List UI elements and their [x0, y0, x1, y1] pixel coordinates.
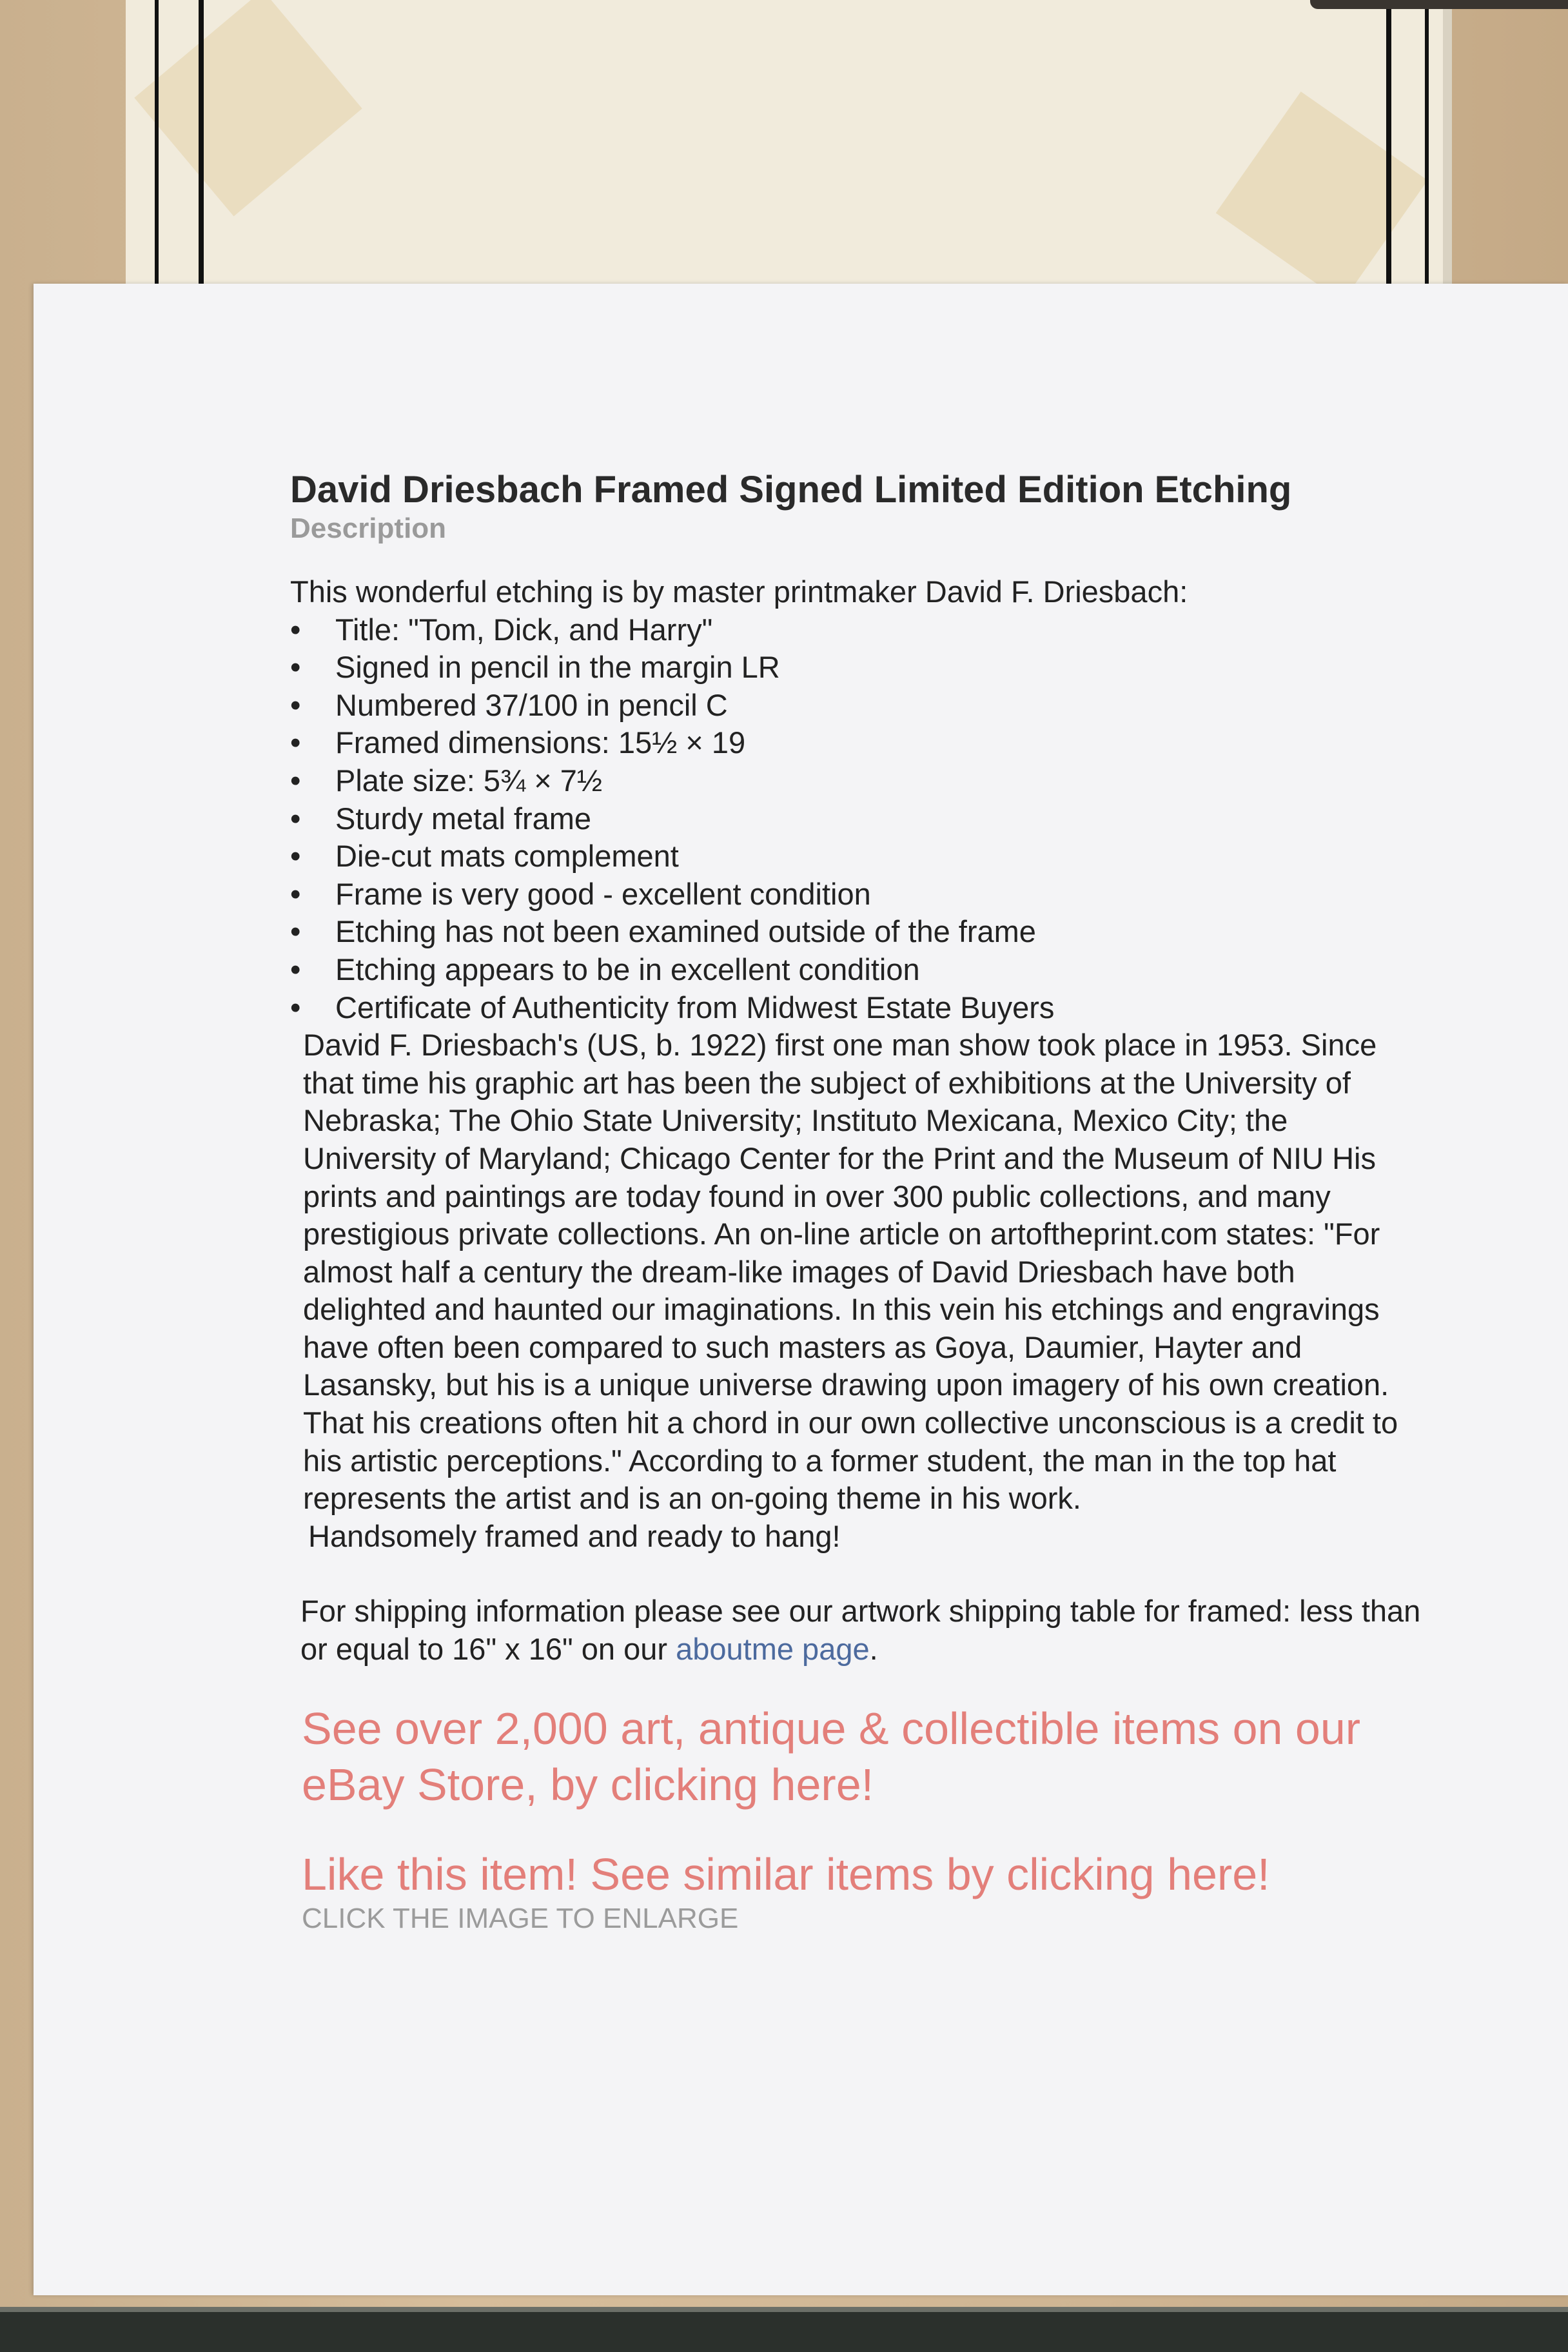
tape-piece — [134, 0, 362, 216]
feature-list — [290, 611, 1425, 1027]
aboutme-link[interactable]: aboutme page — [676, 1632, 870, 1667]
frame-line — [1386, 0, 1391, 303]
description-content — [290, 467, 1425, 1935]
tape-piece — [1216, 92, 1428, 302]
list-item: • Certificate of Authenticity from Midwest Estate Buyers — [290, 989, 1425, 1027]
list-item: • Die-cut mats complement — [290, 838, 1425, 876]
artist-bio: David F. Driesbach's (US, b. 1922) first one man show took place in 1953. Since that time his graphic art has been the subject of exhibitions at the University of Nebraska; The Ohio State University; Instituto Mexicana, Mexico City; the University of Maryland; Chicago Center for the Print and the Museum of NIU His prints and paintings are today found in over 300 public collections, and many prestigious private collections. An on-line article on artoftheprint.com states: "For almost half a century the dream-like images of David Driesbach have both delighted and haunted our imaginations. In this vein his etchings and engravings have often been compared to such masters as Goya, Daumier, Hayter and Lasansky, but his is a unique universe drawing upon imagery of his own creation. That his creations often hit a chord in our own collective unconscious is a credit to his artistic perceptions." According to a former student, the man in the top hat represents the artist and is an on-going theme in his work. — [303, 1028, 1398, 1516]
section-label: Description — [290, 513, 447, 544]
list-item: • Etching has not been examined outside of the frame — [290, 913, 1425, 951]
ready-note: Handsomely framed and ready to hang! — [308, 1518, 841, 1553]
description-sheet — [34, 284, 1568, 2295]
list-item: • Etching appears to be in excellent condition — [290, 951, 1425, 989]
list-item: • Signed in pencil in the margin LR — [290, 649, 1425, 687]
frame-line — [155, 0, 159, 303]
frame-bottom — [0, 2307, 1568, 2352]
shipping-end: . — [869, 1632, 878, 1667]
frame-line — [1425, 0, 1429, 303]
shipping-info — [290, 1592, 1425, 1668]
list-item: • Plate size: 5¾ × 7½ — [290, 762, 1425, 800]
store-promo-link[interactable]: See over 2,000 art, antique & collectible items on our eBay Store, by clicking here! — [302, 1703, 1361, 1810]
frame-line — [199, 0, 204, 303]
hanging-wire — [1310, 0, 1568, 9]
enlarge-hint: CLICK THE IMAGE TO ENLARGE — [302, 1902, 739, 1934]
mat-edge — [1443, 0, 1452, 303]
list-item: • Numbered 37/100 in pencil C — [290, 687, 1425, 725]
list-item: • Framed dimensions: 15½ × 19 — [290, 724, 1425, 762]
list-item: • Title: "Tom, Dick, and Harry" — [290, 611, 1425, 649]
shipping-text: For shipping information please see our artwork shipping table for framed: less than or equal to 16" x 16" on our — [300, 1594, 1421, 1667]
intro-text: This wonderful etching is by master printmaker David F. Driesbach: — [290, 574, 1188, 609]
similar-items-link[interactable]: Like this item! See similar items by clicking here! — [302, 1848, 1270, 1899]
listing-title: David Driesbach Framed Signed Limited Edition Etching — [290, 469, 1292, 511]
backing-mat — [126, 0, 1451, 303]
list-item: • Sturdy metal frame — [290, 800, 1425, 838]
list-item: • Frame is very good - excellent condition — [290, 876, 1425, 914]
